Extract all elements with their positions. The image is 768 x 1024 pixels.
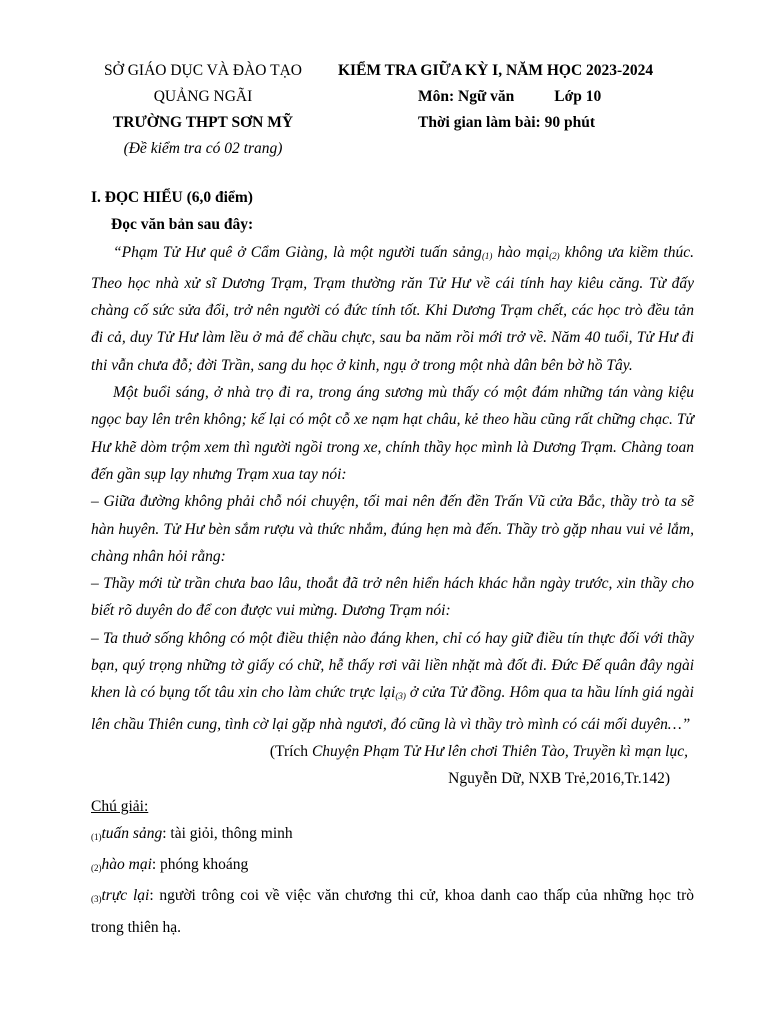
note-term: tuấn sảng <box>101 824 163 842</box>
note-item <box>91 820 694 851</box>
passage-text: hào mại <box>492 243 550 261</box>
note-definition: : phóng khoáng <box>151 856 249 874</box>
note-number: (1) <box>91 831 102 842</box>
note-item <box>91 882 694 941</box>
pages-note: (Đề kiểm tra có 02 trang) <box>123 140 283 157</box>
department-name: SỞ GIÁO DỤC VÀ ĐÀO TẠO <box>104 62 302 79</box>
footnote-ref-1: (1) <box>481 250 493 261</box>
citation-prefix: (Trích <box>269 742 312 760</box>
note-definition: : người trông coi về việc văn chương thi cử, khoa danh cao thấp của những học trò trong thiên hạ. <box>91 887 694 936</box>
citation-work: Chuyện Phạm Tử Hư lên chơi Thiên Tào, Truyền kì mạn lục, <box>311 742 688 760</box>
note-term: trực lại <box>101 887 150 905</box>
notes-title: Chú giải: <box>91 797 149 815</box>
notes-heading <box>91 793 694 820</box>
footnote-ref-2: (2) <box>549 250 560 261</box>
passage-text: “Phạm Tử Hư quê ở Cẩm Giàng, là một người tuấn sảng <box>113 243 482 261</box>
passage-text: ở cửa Tử đồng. Hôm qua ta hầu lính giá ngài lên chầu Thiên cung, tình cờ lại gặp nhà ngươi, đó cũng là vì thầy trò mình có cái mối duyên…” <box>91 684 694 733</box>
passage-dialogue-1: – Giữa đường không phải chỗ nói chuyện, tối mai nên đến đền Trấn Vũ cửa Bắc, thầy trò ta sẽ hàn huyên. Tử Hư bèn sắm rượu và thức nhắm, đúng hẹn mà đến. Thầy trò gặp nhau vui vẻ lắm, chàng nhân hỏi rằng: <box>91 493 694 565</box>
citation-line-2: Nguyễn Dữ, NXB Trẻ,2016,Tr.142) <box>448 770 670 788</box>
citation-line-1 <box>91 738 694 765</box>
note-number: (3) <box>91 894 102 905</box>
header-right <box>338 58 698 136</box>
province-name: QUẢNG NGÃI <box>153 88 253 105</box>
note-item <box>91 851 694 882</box>
passage-text: – Ta thuở sống không có một điều thiện nào đáng khen, chỉ có hay giữ điều tín thực đối với thầy bạn, quý trọng những tờ giấy có chữ, hễ thấy rơi vãi liền nhặt mà đốt đi. Đức Đế quân đây ngài khen là có bụng tốt tâu xin cho làm chức trực lại <box>91 629 694 702</box>
note-term: hào mại <box>101 856 152 874</box>
section-title: I. ĐỌC HIỂU (6,0 điểm) <box>91 189 253 206</box>
exam-title: KIỂM TRA GIỮA KỲ I, NĂM HỌC 2023-2024 <box>338 62 654 79</box>
passage-dialogue-3 <box>91 625 694 738</box>
school-name: TRƯỜNG THPT SƠN MỸ <box>112 114 294 131</box>
header-left <box>78 58 328 162</box>
exam-time: Thời gian làm bài: 90 phút <box>418 114 595 131</box>
content <box>91 184 694 941</box>
passage-paragraph-2: Một buổi sáng, ở nhà trọ đi ra, trong áng sương mù thấy có một đám những tán vàng kiệu ngọc bay lên trên không; kế lại có một cỗ xe nạm hạt châu, kẻ theo hầu cũng rất chững chạc. Tử Hư khẽ dòm trộm xem thì người ngồi trong xe, chính thầy học mình là Dương Trạm. Chàng toan đến gần sụp lạy nhưng Trạm xua tay nói: <box>91 384 694 483</box>
grade: Lớp 10 <box>554 88 602 105</box>
note-number: (2) <box>91 863 102 874</box>
read-label: Đọc văn bản sau đây: <box>111 216 254 234</box>
footnote-ref-3: (3) <box>395 691 406 702</box>
passage-text: không ưa kiềm thúc. Theo học nhà xử sĩ Dương Trạm, Trạm thường răn Tử Hư về cái tính hay kiêu căng. Từ đấy chàng cố sức sửa đổi, trở nên người có đức tính tốt. Khi Dương Trạm chết, các học trò đều tản đi cả, duy Tử Hư làm lều ở mả để chầu chực, sau ba năm rồi mới trở về. Năm 40 tuổi, Tử Hư đi thi vẫn chưa đỗ; đời Trần, sang du học ở kinh, ngụ ở trong một nhà dân bên bờ hồ Tây. <box>91 243 694 374</box>
subject-line <box>338 84 698 110</box>
subject: Môn: Ngữ văn <box>418 88 515 105</box>
note-definition: : tài giỏi, thông minh <box>162 824 293 842</box>
passage-dialogue-2: – Thầy mới từ trần chưa bao lâu, thoắt đã trở nên hiển hách khác hẳn ngày trước, xin thầy cho biết rõ duyên do để con được vui mừng. Dương Trạm nói: <box>91 575 694 620</box>
passage-paragraph-1 <box>91 239 694 379</box>
